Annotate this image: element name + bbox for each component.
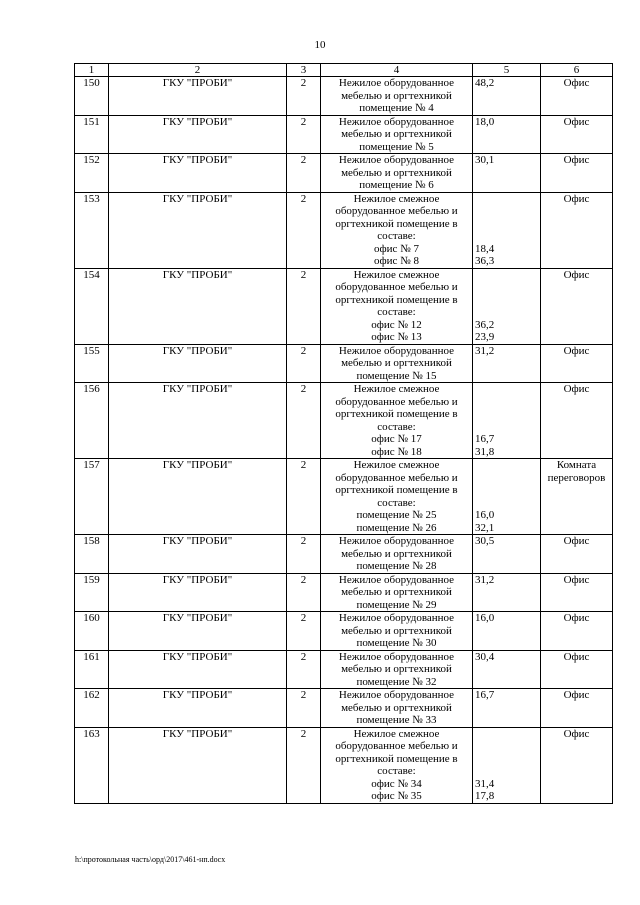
purpose-line: Офис (563, 689, 590, 701)
area-cell (473, 154, 541, 193)
area-value (475, 396, 538, 409)
area-value (475, 218, 538, 231)
area-value (475, 294, 538, 307)
floor-cell: 2 (287, 115, 321, 154)
area-cell (473, 573, 541, 612)
organization-cell: ГКУ "ПРОБИ" (109, 573, 287, 612)
purpose-line: Офис (563, 612, 590, 624)
description-cell (321, 344, 473, 383)
description-cell (321, 573, 473, 612)
table-row (75, 77, 613, 116)
organization-cell: ГКУ "ПРОБИ" (109, 727, 287, 803)
row-number-cell: 152 (75, 154, 109, 193)
floor-cell: 2 (287, 573, 321, 612)
description-line: помещение № 30 (356, 637, 437, 649)
area-value: 30,4 (475, 650, 495, 663)
description-line: помещение № 26 (356, 521, 437, 534)
area-value: 18,0 (475, 115, 495, 128)
area-value: 16,0 (475, 612, 495, 624)
description-cell (321, 77, 473, 116)
area-value (475, 205, 538, 218)
description-cell (321, 383, 473, 459)
description-line: помещение № 28 (356, 560, 437, 572)
area-cell (473, 689, 541, 728)
table-row (75, 689, 613, 728)
description-line: помещение № 5 (359, 140, 434, 153)
area-value (475, 421, 538, 434)
row-number-cell: 157 (75, 459, 109, 535)
organization-cell: ГКУ "ПРОБИ" (109, 383, 287, 459)
description-line: Нежилое оборудованное (338, 154, 455, 166)
table-row (75, 115, 613, 154)
organization-cell: ГКУ "ПРОБИ" (109, 535, 287, 574)
description-line: оргтехникой помещение в (335, 752, 458, 765)
file-path-footer: h:\протокольная часть\орд\2017\461-нп.docx (75, 855, 226, 864)
area-value (475, 765, 538, 778)
header-cell: 5 (473, 64, 541, 77)
purpose-line: переговоров (547, 471, 606, 484)
purpose-cell (541, 154, 613, 193)
table-row (75, 573, 613, 612)
row-number-cell: 162 (75, 689, 109, 728)
area-value: 36,3 (475, 255, 495, 267)
purpose-cell (541, 650, 613, 689)
area-value (475, 484, 538, 497)
description-line: составе: (377, 496, 416, 509)
header-cell: 3 (287, 64, 321, 77)
floor-cell: 2 (287, 689, 321, 728)
description-line: офис № 12 (371, 318, 422, 331)
description-cell (321, 612, 473, 651)
area-value (475, 472, 538, 485)
description-line: оборудованное мебелью и (335, 395, 458, 408)
area-value: 31,2 (475, 344, 495, 357)
floor-cell: 2 (287, 383, 321, 459)
area-value (475, 269, 538, 282)
area-value: 31,4 (475, 777, 495, 790)
area-cell (473, 459, 541, 535)
description-cell (321, 268, 473, 344)
description-line: помещение № 4 (359, 102, 434, 114)
area-cell (473, 192, 541, 268)
area-value: 32,1 (475, 521, 495, 534)
description-cell (321, 689, 473, 728)
table-row (75, 154, 613, 193)
row-number-cell: 151 (75, 115, 109, 154)
area-value: 16,7 (475, 689, 495, 701)
row-number-cell: 163 (75, 727, 109, 803)
area-value (475, 728, 538, 741)
area-value (475, 459, 538, 472)
purpose-cell (541, 689, 613, 728)
floor-cell: 2 (287, 192, 321, 268)
description-line: мебелью и оргтехникой (341, 586, 452, 598)
area-value (475, 383, 538, 396)
area-value: 36,2 (475, 318, 495, 331)
description-line: помещение № 32 (356, 675, 437, 688)
purpose-line: Офис (563, 727, 590, 740)
purpose-cell (541, 612, 613, 651)
area-cell (473, 612, 541, 651)
description-line: составе: (377, 230, 416, 242)
row-number-cell: 155 (75, 344, 109, 383)
description-line: помещение № 15 (356, 369, 437, 382)
purpose-line: Офис (563, 383, 590, 395)
table-row (75, 727, 613, 803)
description-line: оборудованное мебелью и (335, 740, 458, 752)
description-line: Нежилое смежное (353, 192, 440, 205)
area-value: 23,9 (475, 331, 495, 343)
row-number-cell: 159 (75, 573, 109, 612)
description-cell (321, 535, 473, 574)
row-number-cell: 153 (75, 192, 109, 268)
page-number: 10 (314, 39, 326, 51)
purpose-line: Офис (563, 344, 590, 357)
area-value: 18,4 (475, 242, 495, 255)
description-line: офис № 17 (371, 433, 422, 445)
row-number-cell: 156 (75, 383, 109, 459)
purpose-line: Офис (563, 535, 590, 547)
description-line: мебелью и оргтехникой (341, 89, 452, 102)
header-cell: 4 (321, 64, 473, 77)
purpose-line: Офис (563, 268, 590, 281)
floor-cell: 2 (287, 612, 321, 651)
description-cell (321, 727, 473, 803)
organization-cell: ГКУ "ПРОБИ" (109, 192, 287, 268)
description-line: помещение № 29 (356, 598, 437, 611)
table-row (75, 612, 613, 651)
floor-cell: 2 (287, 535, 321, 574)
purpose-cell (541, 573, 613, 612)
description-line: Нежилое оборудованное (338, 612, 455, 624)
organization-cell: ГКУ "ПРОБИ" (109, 650, 287, 689)
table-row (75, 383, 613, 459)
description-line: Нежилое оборудованное (338, 77, 455, 89)
table-row (75, 192, 613, 268)
area-cell (473, 77, 541, 116)
purpose-cell (541, 727, 613, 803)
area-value (475, 753, 538, 766)
purpose-cell (541, 192, 613, 268)
organization-cell: ГКУ "ПРОБИ" (109, 154, 287, 193)
description-line: мебелью и оргтехникой (341, 624, 452, 637)
area-cell (473, 727, 541, 803)
row-number-cell: 160 (75, 612, 109, 651)
description-line: оргтехникой помещение в (335, 484, 458, 496)
purpose-line: Офис (563, 154, 590, 166)
purpose-line: Офис (563, 650, 590, 663)
area-value (475, 193, 538, 206)
description-line: Нежилое смежное (353, 727, 440, 740)
description-line: Нежилое смежное (353, 459, 440, 471)
description-cell (321, 154, 473, 193)
area-cell (473, 383, 541, 459)
description-line: оборудованное мебелью и (335, 281, 458, 293)
area-value: 48,2 (475, 77, 495, 89)
area-value: 31,2 (475, 573, 495, 586)
description-line: мебелью и оргтехникой (341, 547, 452, 560)
row-number-cell: 150 (75, 77, 109, 116)
organization-cell: ГКУ "ПРОБИ" (109, 689, 287, 728)
description-line: офис № 8 (374, 255, 419, 267)
table-row (75, 650, 613, 689)
area-value (475, 497, 538, 510)
floor-cell: 2 (287, 459, 321, 535)
area-cell (473, 344, 541, 383)
purpose-cell (541, 115, 613, 154)
area-value: 30,5 (475, 535, 495, 547)
description-line: Нежилое оборудованное (338, 535, 455, 547)
row-number-cell: 161 (75, 650, 109, 689)
purpose-line: Офис (563, 115, 590, 128)
area-value: 17,8 (475, 790, 495, 802)
description-cell (321, 192, 473, 268)
description-line: составе: (377, 306, 416, 318)
organization-cell: ГКУ "ПРОБИ" (109, 77, 287, 116)
description-line: мебелью и оргтехникой (341, 357, 452, 369)
header-cell: 2 (109, 64, 287, 77)
description-line: оборудованное мебелью и (335, 205, 458, 217)
header-cell: 1 (75, 64, 109, 77)
table-row (75, 535, 613, 574)
table-row (75, 268, 613, 344)
description-line: офис № 35 (371, 790, 422, 802)
area-value (475, 281, 538, 294)
organization-cell: ГКУ "ПРОБИ" (109, 612, 287, 651)
description-line: оргтехникой помещение в (335, 293, 458, 306)
area-cell (473, 535, 541, 574)
header-cell: 6 (541, 64, 613, 77)
description-line: офис № 7 (374, 242, 419, 255)
description-line: оборудованное мебелью и (335, 471, 458, 484)
organization-cell: ГКУ "ПРОБИ" (109, 115, 287, 154)
description-line: офис № 13 (371, 331, 422, 343)
area-cell (473, 115, 541, 154)
header-row (75, 64, 613, 77)
floor-cell: 2 (287, 727, 321, 803)
area-value (475, 306, 538, 319)
description-line: оргтехникой помещение в (335, 217, 458, 230)
purpose-cell (541, 383, 613, 459)
purpose-cell (541, 268, 613, 344)
floor-cell: 2 (287, 344, 321, 383)
description-line: офис № 34 (371, 777, 422, 790)
description-line: Нежилое оборудованное (338, 689, 455, 701)
purpose-line: Офис (563, 573, 590, 586)
purpose-line: Офис (563, 77, 590, 89)
purpose-cell (541, 459, 613, 535)
table-row (75, 344, 613, 383)
purpose-line: Комната (556, 459, 597, 471)
description-line: помещение № 33 (356, 714, 437, 726)
description-cell (321, 650, 473, 689)
description-line: помещение № 6 (359, 179, 434, 191)
description-line: Нежилое оборудованное (338, 115, 455, 128)
description-line: офис № 18 (371, 445, 422, 458)
organization-cell: ГКУ "ПРОБИ" (109, 268, 287, 344)
description-line: Нежилое оборудованное (338, 650, 455, 663)
purpose-line: Офис (563, 192, 590, 205)
description-line: оргтехникой помещение в (335, 408, 458, 420)
row-number-cell: 154 (75, 268, 109, 344)
purpose-cell (541, 535, 613, 574)
description-cell (321, 459, 473, 535)
floor-cell: 2 (287, 154, 321, 193)
description-line: мебелью и оргтехникой (341, 701, 452, 714)
area-cell (473, 268, 541, 344)
description-line: мебелью и оргтехникой (341, 663, 452, 675)
area-value: 31,8 (475, 445, 495, 458)
row-number-cell: 158 (75, 535, 109, 574)
area-value: 16,0 (475, 509, 495, 521)
description-line: Нежилое оборудованное (338, 573, 455, 586)
description-line: составе: (377, 420, 416, 433)
description-line: помещение № 25 (356, 509, 437, 521)
table-row (75, 459, 613, 535)
description-line: составе: (377, 765, 416, 777)
description-line: Нежилое оборудованное (338, 344, 455, 357)
area-value (475, 408, 538, 421)
organization-cell: ГКУ "ПРОБИ" (109, 459, 287, 535)
description-line: мебелью и оргтехникой (341, 166, 452, 179)
description-cell (321, 115, 473, 154)
area-value: 16,7 (475, 433, 495, 445)
area-value (475, 740, 538, 753)
floor-cell: 2 (287, 77, 321, 116)
premises-table (74, 63, 613, 804)
floor-cell: 2 (287, 650, 321, 689)
purpose-cell (541, 344, 613, 383)
description-line: Нежилое смежное (353, 383, 440, 395)
area-value (475, 230, 538, 243)
purpose-cell (541, 77, 613, 116)
description-line: мебелью и оргтехникой (341, 128, 452, 140)
area-value: 30,1 (475, 154, 495, 166)
floor-cell: 2 (287, 268, 321, 344)
description-line: Нежилое смежное (353, 268, 440, 281)
organization-cell: ГКУ "ПРОБИ" (109, 344, 287, 383)
area-cell (473, 650, 541, 689)
